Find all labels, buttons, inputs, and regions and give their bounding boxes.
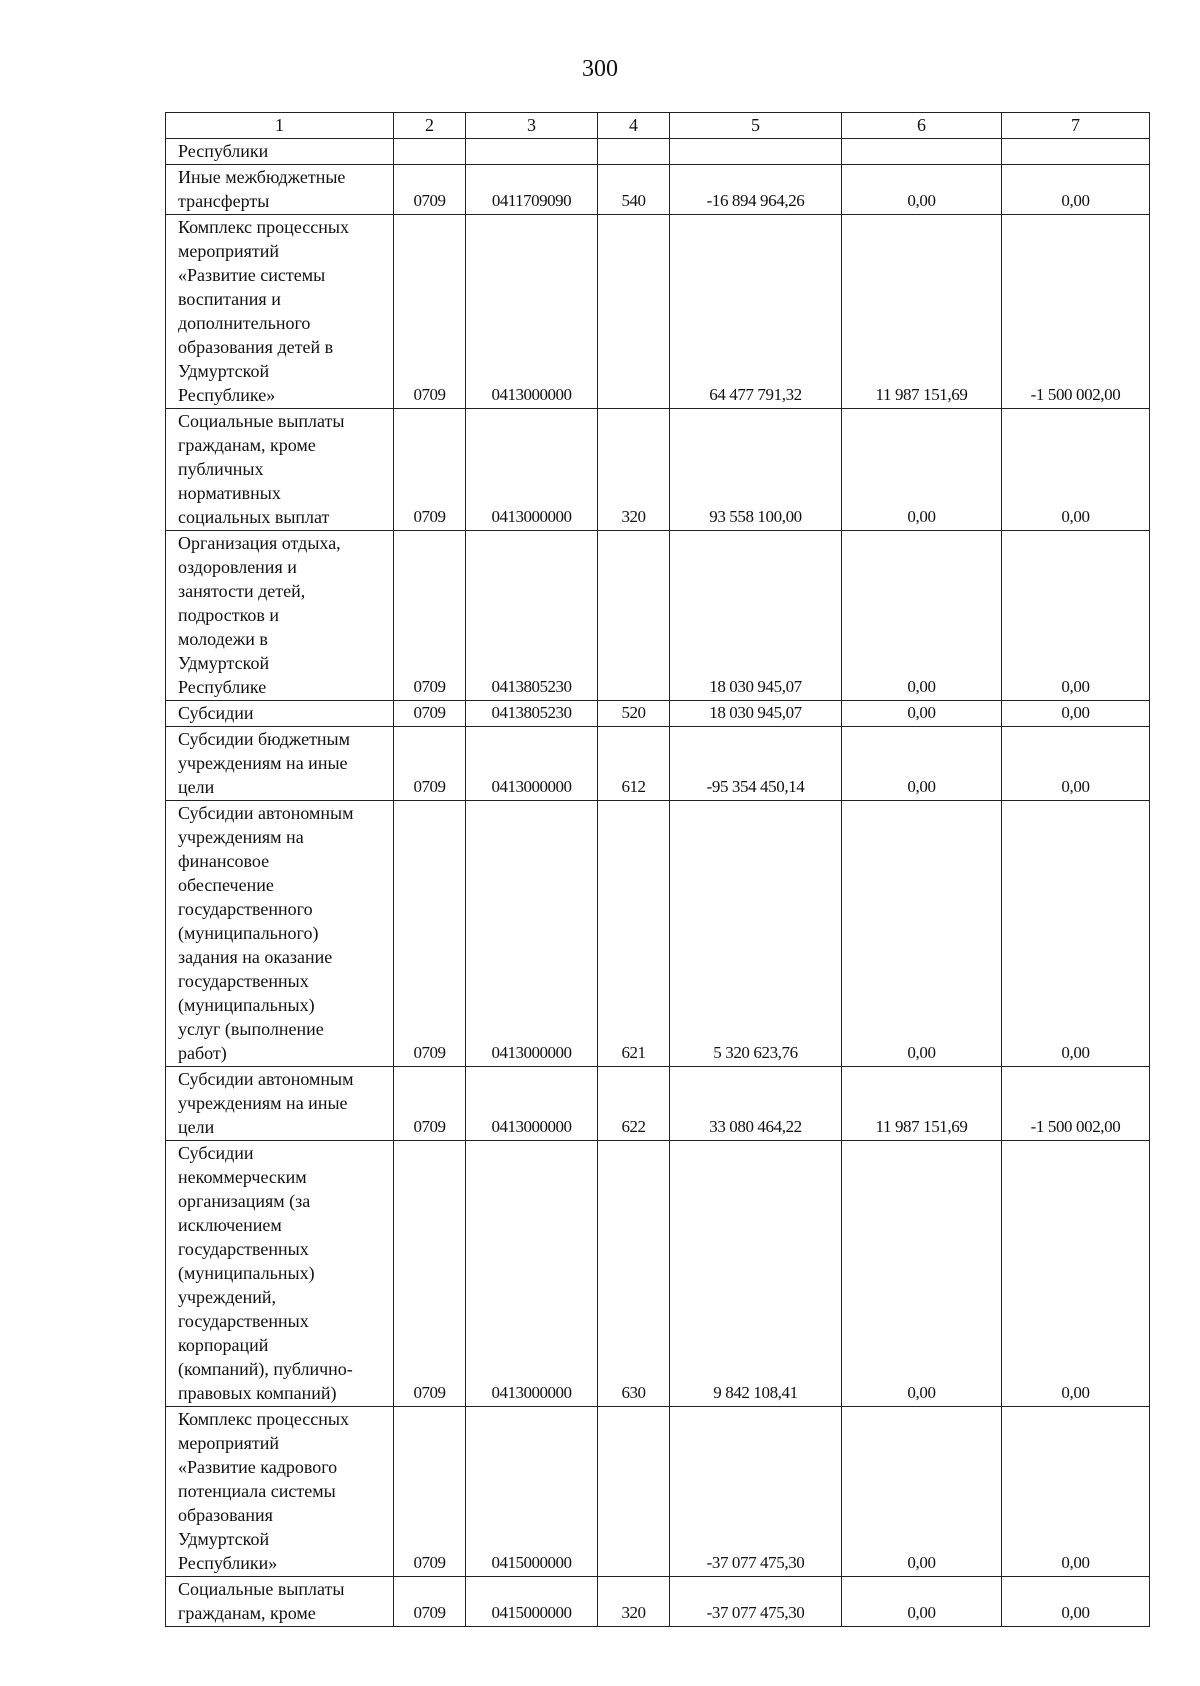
row-value-col7-cell: 0,00 <box>1002 801 1150 1067</box>
row-value-col7-cell: 0,00 <box>1002 1577 1150 1627</box>
row-name-cell: Социальные выплаты гражданам, кроме <box>166 1577 394 1627</box>
row-expense-type-cell: 622 <box>598 1067 670 1141</box>
table-header-row <box>166 113 1150 139</box>
table-row <box>166 531 1150 701</box>
row-value-col7-cell: 0,00 <box>1002 1407 1150 1577</box>
table-row <box>166 139 1150 165</box>
row-expense-type-cell <box>598 215 670 409</box>
row-section-cell: 0709 <box>394 727 466 801</box>
column-header: 7 <box>1002 113 1150 139</box>
row-target-article-cell: 0413000000 <box>466 1067 598 1141</box>
row-expense-type-cell: 612 <box>598 727 670 801</box>
row-value-col6-cell: 0,00 <box>842 531 1002 701</box>
page-number: 300 <box>582 56 618 82</box>
row-name-cell: Субсидии некоммерческим организациям (за исключением государственных (муниципальных) учреждений, государственных корпораций (компаний), публично- правовых компаний) <box>166 1141 394 1407</box>
row-value-col5-cell: -95 354 450,14 <box>670 727 842 801</box>
table-row <box>166 1067 1150 1141</box>
row-value-col7-cell: 0,00 <box>1002 165 1150 215</box>
row-expense-type-cell: 320 <box>598 1577 670 1627</box>
row-section-cell <box>394 139 466 165</box>
row-expense-type-cell: 621 <box>598 801 670 1067</box>
row-section-cell: 0709 <box>394 531 466 701</box>
row-value-col7-cell <box>1002 139 1150 165</box>
row-value-col7-cell: 0,00 <box>1002 1141 1150 1407</box>
table-row <box>166 801 1150 1067</box>
budget-table <box>165 112 1150 1627</box>
row-value-col6-cell: 0,00 <box>842 727 1002 801</box>
row-name-cell: Иные межбюджетные трансферты <box>166 165 394 215</box>
row-value-col7-cell: -1 500 002,00 <box>1002 1067 1150 1141</box>
table-row <box>166 215 1150 409</box>
row-value-col7-cell: -1 500 002,00 <box>1002 215 1150 409</box>
row-expense-type-cell: 630 <box>598 1141 670 1407</box>
row-section-cell: 0709 <box>394 1141 466 1407</box>
row-section-cell: 0709 <box>394 1577 466 1627</box>
row-value-col7-cell: 0,00 <box>1002 409 1150 531</box>
row-section-cell: 0709 <box>394 165 466 215</box>
row-value-col5-cell: -37 077 475,30 <box>670 1407 842 1577</box>
column-header: 2 <box>394 113 466 139</box>
row-section-cell: 0709 <box>394 409 466 531</box>
table-row <box>166 1141 1150 1407</box>
row-section-cell: 0709 <box>394 1067 466 1141</box>
row-value-col5-cell: 33 080 464,22 <box>670 1067 842 1141</box>
row-section-cell: 0709 <box>394 215 466 409</box>
table-row <box>166 1407 1150 1577</box>
row-value-col6-cell: 0,00 <box>842 1141 1002 1407</box>
row-name-cell: Комплекс процессных мероприятий «Развитие кадрового потенциала системы образования Удмуртской Республики» <box>166 1407 394 1577</box>
row-target-article-cell: 0413000000 <box>466 727 598 801</box>
row-value-col5-cell <box>670 139 842 165</box>
column-header: 4 <box>598 113 670 139</box>
row-target-article-cell: 0413000000 <box>466 215 598 409</box>
row-value-col5-cell: 64 477 791,32 <box>670 215 842 409</box>
row-target-article-cell: 0413805230 <box>466 701 598 727</box>
row-value-col5-cell: 5 320 623,76 <box>670 801 842 1067</box>
row-value-col6-cell: 0,00 <box>842 1407 1002 1577</box>
table-row <box>166 165 1150 215</box>
row-expense-type-cell <box>598 531 670 701</box>
row-name-cell: Комплекс процессных мероприятий «Развитие системы воспитания и дополнительного образования детей в Удмуртской Республике» <box>166 215 394 409</box>
table-row <box>166 727 1150 801</box>
row-value-col6-cell: 0,00 <box>842 701 1002 727</box>
row-name-cell: Субсидии бюджетным учреждениям на иные цели <box>166 727 394 801</box>
row-value-col7-cell: 0,00 <box>1002 701 1150 727</box>
row-expense-type-cell: 520 <box>598 701 670 727</box>
table-row <box>166 1577 1150 1627</box>
row-target-article-cell: 0413805230 <box>466 531 598 701</box>
row-section-cell: 0709 <box>394 1407 466 1577</box>
row-name-cell: Субсидии <box>166 701 394 727</box>
row-value-col5-cell: 18 030 945,07 <box>670 531 842 701</box>
row-value-col5-cell: 93 558 100,00 <box>670 409 842 531</box>
row-value-col5-cell: 18 030 945,07 <box>670 701 842 727</box>
row-name-cell: Республики <box>166 139 394 165</box>
row-value-col6-cell: 0,00 <box>842 165 1002 215</box>
table-row <box>166 701 1150 727</box>
row-target-article-cell: 0413000000 <box>466 1141 598 1407</box>
row-section-cell: 0709 <box>394 801 466 1067</box>
row-target-article-cell: 0413000000 <box>466 409 598 531</box>
column-header: 6 <box>842 113 1002 139</box>
table-row <box>166 409 1150 531</box>
row-target-article-cell: 0415000000 <box>466 1577 598 1627</box>
row-value-col6-cell <box>842 139 1002 165</box>
table-body <box>166 139 1150 1627</box>
row-value-col6-cell: 11 987 151,69 <box>842 1067 1002 1141</box>
row-value-col6-cell: 11 987 151,69 <box>842 215 1002 409</box>
row-target-article-cell <box>466 139 598 165</box>
row-expense-type-cell <box>598 139 670 165</box>
row-name-cell: Субсидии автономным учреждениям на иные цели <box>166 1067 394 1141</box>
row-value-col6-cell: 0,00 <box>842 1577 1002 1627</box>
row-value-col6-cell: 0,00 <box>842 801 1002 1067</box>
row-value-col7-cell: 0,00 <box>1002 727 1150 801</box>
row-value-col7-cell: 0,00 <box>1002 531 1150 701</box>
row-target-article-cell: 0415000000 <box>466 1407 598 1577</box>
column-header: 1 <box>166 113 394 139</box>
row-target-article-cell: 0411709090 <box>466 165 598 215</box>
column-header: 3 <box>466 113 598 139</box>
row-expense-type-cell: 320 <box>598 409 670 531</box>
row-value-col6-cell: 0,00 <box>842 409 1002 531</box>
row-name-cell: Социальные выплаты гражданам, кроме публичных нормативных социальных выплат <box>166 409 394 531</box>
row-section-cell: 0709 <box>394 701 466 727</box>
row-name-cell: Субсидии автономным учреждениям на финансовое обеспечение государственного (муниципального) задания на оказание государственных (муниципальных) услуг (выполнение работ) <box>166 801 394 1067</box>
row-expense-type-cell <box>598 1407 670 1577</box>
row-value-col5-cell: -37 077 475,30 <box>670 1577 842 1627</box>
row-value-col5-cell: 9 842 108,41 <box>670 1141 842 1407</box>
row-expense-type-cell: 540 <box>598 165 670 215</box>
row-value-col5-cell: -16 894 964,26 <box>670 165 842 215</box>
column-header: 5 <box>670 113 842 139</box>
row-target-article-cell: 0413000000 <box>466 801 598 1067</box>
row-name-cell: Организация отдыха, оздоровления и занятости детей, подростков и молодежи в Удмуртской Республике <box>166 531 394 701</box>
